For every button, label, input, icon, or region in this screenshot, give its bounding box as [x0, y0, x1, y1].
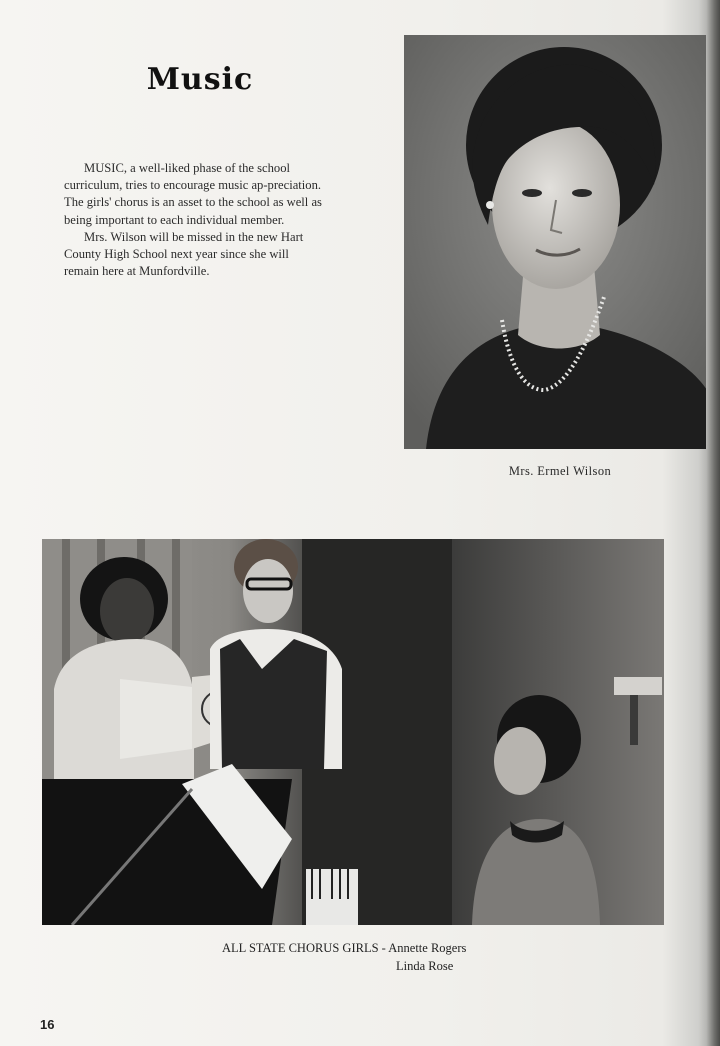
- body-text: [64, 160, 324, 280]
- group-illustration: [42, 539, 664, 925]
- portrait-caption: Mrs. Ermel Wilson: [508, 464, 612, 478]
- paragraph-2: Mrs. Wilson will be missed in the new Hart County High School next year since she will remain here at Munfordville.: [64, 229, 304, 279]
- group-caption-line-2: Linda Rose: [396, 959, 454, 973]
- group-caption-line-1: ALL STATE CHORUS GIRLS - Annette Rogers: [222, 941, 467, 955]
- paragraph-1: MUSIC, a well-liked phase of the school curriculum, tries to encourage music ap-preciation. The girls' chorus is an asset to the school as well as being important to each individual member.: [64, 161, 322, 227]
- page-number: 16: [40, 1017, 55, 1032]
- page-title: Music: [146, 62, 254, 97]
- binding-spine: [706, 0, 720, 1046]
- group-photo: [42, 539, 664, 925]
- portrait-illustration: [404, 35, 710, 449]
- portrait-photo: [404, 35, 710, 449]
- group-caption: [222, 939, 502, 975]
